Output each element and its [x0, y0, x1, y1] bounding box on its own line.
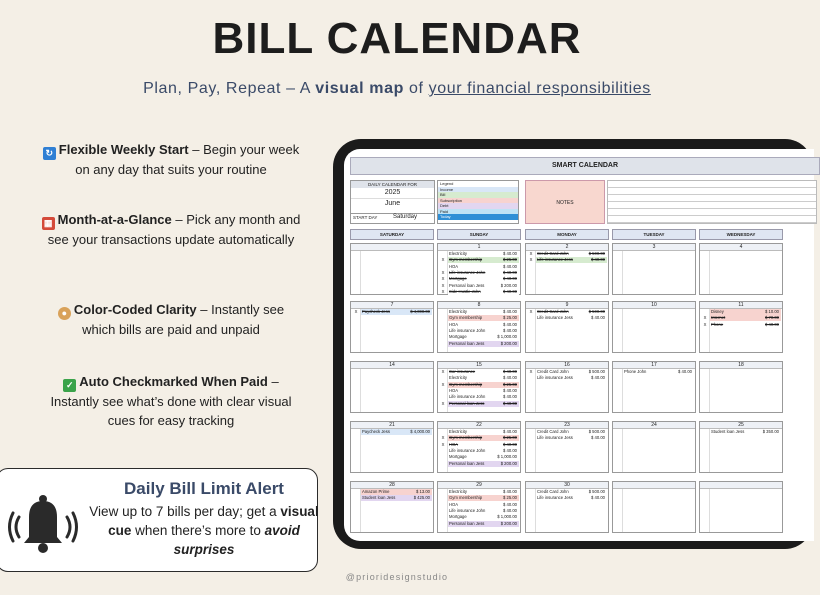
bill-name: Car insurance: [449, 369, 476, 374]
day-number: 3: [613, 244, 695, 251]
alert-text-middle: when there’s more to: [131, 523, 265, 538]
bill-name: Life insurance Jess: [537, 375, 573, 381]
bill-name: Gym membership: [449, 381, 483, 387]
feature-heading: Month-at-a-Glance: [57, 212, 172, 227]
paid-mark-column: [700, 369, 710, 412]
bill-amount: $ 40.00: [503, 375, 517, 381]
tablet-device: [333, 139, 813, 549]
alert-text-bold: visual cue: [108, 504, 319, 538]
paid-mark-column: [438, 309, 448, 352]
bill-name: Credit Card John: [537, 489, 569, 494]
bill-entry[interactable]: [448, 251, 519, 257]
bill-entry[interactable]: [536, 375, 607, 381]
bill-entry[interactable]: [448, 448, 519, 454]
bill-entry[interactable]: [623, 369, 694, 375]
paid-mark-column: [613, 369, 623, 412]
bill-amount: $ 40.00: [503, 321, 517, 327]
day-cell[interactable]: [612, 301, 696, 353]
bill-name: Gym membership: [449, 315, 483, 321]
legend-item: Debt: [438, 203, 518, 209]
bill-entry[interactable]: [536, 489, 607, 495]
bill-amount: $ 40.00: [591, 315, 605, 321]
bill-name: Credit Card John: [537, 251, 569, 256]
bill-entry[interactable]: [448, 388, 519, 394]
bill-amount: $ 40.00: [503, 369, 517, 374]
paid-mark[interactable]: X: [529, 251, 533, 256]
day-cell[interactable]: [525, 301, 609, 353]
bill-entry[interactable]: [536, 315, 607, 321]
bill-amount: $ 40.00: [503, 400, 517, 406]
bill-name: Electricity: [449, 309, 467, 314]
day-cell[interactable]: [350, 243, 434, 295]
feature-text: – Instantly see what’s done with clear visual cues for easy tracking: [50, 374, 292, 428]
bill-entry[interactable]: [441, 441, 519, 448]
bill-amount: $ 40.00: [503, 327, 517, 333]
bill-name: Gym membership: [449, 435, 483, 441]
page-title: BILL CALENDAR: [212, 14, 582, 63]
bill-name: Life insurance John: [449, 507, 486, 513]
bill-amount: $ 25.00: [503, 315, 517, 321]
subtitle-underlined: your financial responsibilities: [428, 80, 651, 97]
day-cell[interactable]: [525, 481, 609, 533]
bill-amount: $ 10.00: [765, 309, 779, 314]
bill-entry[interactable]: [448, 328, 519, 334]
bill-amount: $ 200.00: [500, 520, 517, 526]
bill-entry[interactable]: [448, 495, 519, 501]
bill-entry[interactable]: [448, 514, 519, 520]
bill-entry[interactable]: [448, 429, 519, 435]
alert-text-prefix: View up to 7 bills per day; get a: [89, 504, 281, 519]
bill-entry[interactable]: [441, 288, 519, 295]
bill-entry[interactable]: [529, 369, 607, 375]
bill-name: Gym membership: [449, 495, 483, 501]
bill-amount: $ 40.00: [503, 276, 517, 282]
bill-name: Paycheck Jess: [362, 309, 390, 314]
bill-entry[interactable]: [448, 315, 519, 321]
day-cell[interactable]: [699, 421, 783, 473]
bill-amount: $ 200.00: [500, 340, 517, 346]
bill-amount: $ 70.00: [765, 315, 779, 321]
controls-label: DAILY CALENDAR FOR: [351, 181, 434, 188]
bill-entry[interactable]: [448, 341, 519, 347]
paid-mark-column: [351, 489, 361, 532]
day-header-saturday: SATURDAY: [350, 229, 434, 240]
bill-entry[interactable]: [361, 429, 432, 435]
bill-amount: $ 4,000.00: [410, 429, 430, 434]
paid-mark-column: [351, 251, 361, 294]
month-select[interactable]: June: [351, 198, 434, 209]
paid-mark-column: [438, 489, 448, 532]
bill-name: Electricity: [449, 375, 467, 381]
paid-mark[interactable]: X: [354, 309, 358, 314]
paid-mark-column: [613, 309, 623, 352]
day-cell[interactable]: [612, 421, 696, 473]
bill-amount: $ 40.00: [591, 435, 605, 441]
bill-entry[interactable]: [448, 454, 519, 460]
bill-name: Mortgage: [449, 454, 467, 460]
bill-name: Electricity: [449, 251, 467, 256]
bill-name: Life insurance John: [449, 269, 486, 275]
subtitle-middle: of: [403, 80, 429, 97]
bill-name: Mortgage: [449, 334, 467, 340]
bill-entry[interactable]: [529, 251, 607, 257]
bill-name: Personal loan Jess: [449, 460, 485, 466]
day-number: 4: [700, 244, 782, 251]
day-cell[interactable]: [525, 361, 609, 413]
bill-amount: $ 40.00: [503, 269, 517, 275]
day-number: 29: [438, 482, 520, 489]
day-number: 24: [613, 422, 695, 429]
bill-entry[interactable]: [448, 334, 519, 340]
bill-name: Internet: [711, 315, 726, 321]
bill-entry[interactable]: [354, 309, 432, 315]
bill-name: Personal loan Jess: [449, 282, 485, 288]
bill-name: HOA: [449, 387, 459, 393]
bill-amount: $ 40.00: [503, 263, 517, 269]
bill-name: Life insurance Jess: [537, 315, 573, 321]
day-number: [700, 482, 782, 489]
bill-name: Student loan Jess: [711, 429, 745, 434]
alert-text: [89, 502, 319, 559]
bill-name: Life insurance Jess: [537, 495, 573, 501]
bill-limit-alert-card: [0, 468, 318, 572]
paid-mark[interactable]: X: [441, 288, 445, 294]
bill-entry[interactable]: [448, 309, 519, 315]
paid-mark-column: [351, 369, 361, 412]
bill-name: Life insurance Jess: [537, 435, 573, 441]
legend-item: Today: [438, 214, 518, 220]
bill-entry[interactable]: [703, 315, 781, 321]
bill-amount: $ 40.00: [503, 507, 517, 513]
bill-name: Gym membership: [449, 257, 483, 263]
day-number: 10: [613, 302, 695, 309]
day-number: 8: [438, 302, 520, 309]
palette-icon: ●: [58, 307, 71, 320]
bill-name: Amazon Prime: [362, 489, 390, 494]
day-number: 15: [438, 362, 520, 369]
bill-name: Mortgage: [449, 514, 467, 520]
day-cell[interactable]: [699, 361, 783, 413]
legend-item: Income: [438, 187, 518, 193]
day-cell[interactable]: [437, 421, 521, 473]
bill-name: HOA: [449, 441, 459, 447]
bill-name: Side Hustle John: [449, 288, 481, 294]
day-cell[interactable]: [612, 243, 696, 295]
paid-mark-column: [613, 489, 623, 532]
feature-heading: Auto Checkmarked When Paid: [79, 374, 268, 389]
start-day-row: [351, 213, 434, 223]
bill-name: Personal loan Jess: [449, 520, 485, 526]
bill-entry[interactable]: [441, 435, 519, 441]
paid-mark[interactable]: X: [441, 441, 445, 447]
alert-text-italic: avoid surprises: [173, 523, 300, 557]
paid-mark-column: [700, 251, 710, 294]
bill-amount: $ 25.00: [503, 381, 517, 387]
day-number: 18: [700, 362, 782, 369]
day-number: 14: [351, 362, 433, 369]
bill-entry[interactable]: [448, 521, 519, 527]
bill-entry[interactable]: [448, 375, 519, 381]
paid-mark[interactable]: X: [441, 400, 445, 406]
bill-entry[interactable]: [441, 381, 519, 388]
feature-month-glance: [40, 210, 302, 249]
paid-mark[interactable]: X: [441, 257, 445, 263]
paid-mark[interactable]: X: [529, 257, 533, 263]
refresh-icon: ↻: [43, 147, 56, 160]
day-cell[interactable]: [699, 481, 783, 533]
notes-box: NOTES: [525, 180, 605, 224]
paid-mark-column: [526, 429, 536, 472]
bill-entry[interactable]: [536, 435, 607, 441]
paid-mark[interactable]: X: [703, 321, 707, 327]
paid-mark-column: [700, 429, 710, 472]
day-number: 1: [438, 244, 520, 251]
bill-amount: $ 40.00: [591, 375, 605, 381]
bill-entry[interactable]: [441, 257, 519, 263]
feature-heading: Color-Coded Clarity: [73, 302, 197, 317]
subtitle-prefix: Plan, Pay, Repeat – A: [143, 80, 316, 97]
subtitle-bold: visual map: [315, 80, 404, 97]
bell-icon: [7, 487, 79, 559]
day-number: 21: [351, 422, 433, 429]
bill-amount: $ 40.00: [678, 369, 692, 374]
bill-name: Disney: [711, 309, 724, 314]
bill-amount: $ 40.00: [591, 257, 605, 263]
day-cell[interactable]: [350, 361, 434, 413]
bill-name: Personal loan Jess: [449, 340, 485, 346]
paid-mark-column: [613, 429, 623, 472]
bill-entry[interactable]: [448, 502, 519, 508]
check-icon: ✓: [63, 379, 76, 392]
bill-amount: $ 40.00: [503, 251, 517, 256]
day-number: 25: [700, 422, 782, 429]
year-select[interactable]: 2025: [384, 189, 401, 196]
paid-mark-column: [526, 369, 536, 412]
paid-mark[interactable]: X: [441, 435, 445, 441]
bill-amount: $ 40.00: [503, 447, 517, 453]
paid-mark[interactable]: X: [441, 369, 445, 374]
bill-amount: $ 500.00: [588, 251, 605, 256]
bill-name: Paycheck Jess: [362, 429, 390, 434]
start-day-label: START DAY: [353, 215, 378, 220]
day-number: 23: [526, 422, 608, 429]
notes-lines[interactable]: [607, 180, 817, 224]
day-cell[interactable]: [525, 421, 609, 473]
feature-heading: Flexible Weekly Start: [58, 142, 189, 157]
bill-name: Credit Card John: [537, 309, 569, 314]
credit-handle: @prioridesignstudio: [345, 572, 449, 582]
day-number: 7: [351, 302, 433, 309]
bill-entry[interactable]: [710, 429, 781, 435]
day-number: 9: [526, 302, 608, 309]
legend-item: Legend: [438, 181, 518, 187]
day-cell[interactable]: [350, 301, 434, 353]
bill-entry[interactable]: [536, 429, 607, 435]
day-number: 2: [526, 244, 608, 251]
bill-amount: $ 40.00: [503, 387, 517, 393]
day-cell[interactable]: [699, 301, 783, 353]
day-cell[interactable]: [350, 421, 434, 473]
bill-amount: $ 13.00: [416, 489, 430, 494]
feature-text: – Instantly see which bills are paid and unpaid: [82, 302, 285, 337]
paid-mark[interactable]: X: [529, 369, 533, 374]
bill-entry[interactable]: [710, 309, 781, 315]
bill-name: Life insurance Jess: [537, 257, 573, 263]
bill-name: Life insurance John: [449, 447, 486, 453]
bill-entry[interactable]: [441, 269, 519, 276]
bill-name: Mortgage: [449, 276, 467, 282]
day-number: 16: [526, 362, 608, 369]
smart-calendar-screen: [344, 149, 814, 541]
paid-mark[interactable]: X: [441, 282, 445, 288]
bill-amount: $ 40.00: [503, 288, 517, 294]
bill-entry[interactable]: [448, 508, 519, 514]
bill-name: Student loan Jess: [362, 495, 396, 501]
day-number: 11: [700, 302, 782, 309]
day-cell[interactable]: [437, 243, 521, 295]
bill-entry[interactable]: [529, 309, 607, 315]
bill-name: Life insurance John: [449, 394, 486, 400]
bill-amount: $ 1,000.00: [497, 454, 517, 460]
paid-mark[interactable]: X: [441, 269, 445, 275]
paid-mark-column: [526, 489, 536, 532]
feature-auto-check: [40, 372, 302, 430]
bill-entry[interactable]: [529, 257, 607, 263]
bill-name: Life insurance John: [449, 327, 486, 333]
paid-mark[interactable]: X: [529, 309, 533, 314]
bill-amount: $ 25.00: [503, 435, 517, 441]
bill-amount: $ 200.00: [500, 282, 517, 288]
bill-amount: $ 40.00: [503, 489, 517, 494]
bill-amount: $ 25.00: [503, 495, 517, 501]
paid-mark-column: [351, 429, 361, 472]
bill-amount: $ 500.00: [588, 489, 605, 494]
bill-amount: $ 40.00: [503, 441, 517, 447]
bill-entry[interactable]: [361, 489, 432, 495]
bill-amount: $ 1,000.00: [497, 514, 517, 520]
bill-amount: $ 40.00: [503, 429, 517, 434]
day-cell[interactable]: [525, 243, 609, 295]
bill-amount: $ 500.00: [588, 369, 605, 374]
paid-mark-column: [613, 251, 623, 294]
bill-amount: $ 40.00: [765, 321, 779, 327]
bill-entry[interactable]: [448, 394, 519, 400]
day-number: 17: [613, 362, 695, 369]
bill-name: Credit Card John: [537, 429, 569, 434]
paid-mark-column: [526, 309, 536, 352]
bill-name: HOA: [449, 263, 459, 269]
bill-amount: $ 500.00: [588, 429, 605, 434]
feature-color-coded: [40, 300, 302, 339]
bill-name: HOA: [449, 321, 459, 327]
paid-mark[interactable]: X: [703, 315, 707, 321]
bill-name: Credit Card John: [537, 369, 569, 374]
bill-entry[interactable]: [448, 322, 519, 328]
start-day-select[interactable]: Saturday: [393, 214, 418, 220]
bill-amount: $ 350.00: [762, 429, 779, 434]
bill-entry[interactable]: [448, 489, 519, 495]
feature-text: – Pick any month and see your transactions update automatically: [47, 212, 301, 247]
bill-amount: $ 425.00: [413, 495, 430, 501]
legend: [437, 180, 519, 224]
day-header-monday: MONDAY: [525, 229, 609, 240]
day-header-wednesday: WEDNESDAY: [699, 229, 783, 240]
day-number: [351, 244, 433, 251]
legend-item: Bill: [438, 192, 518, 198]
day-header-tuesday: TUESDAY: [612, 229, 696, 240]
bill-amount: $ 1,000.00: [497, 334, 517, 340]
day-header-sunday: SUNDAY: [437, 229, 521, 240]
bill-amount: $ 500.00: [588, 309, 605, 314]
calendar-icon: ▦: [42, 217, 55, 230]
bill-name: Electricity: [449, 489, 467, 494]
paid-mark-column: [351, 309, 361, 352]
bill-amount: $ 25.00: [503, 257, 517, 263]
calendar-controls: [350, 180, 435, 224]
feature-text: – Begin your week on any day that suits your routine: [75, 142, 300, 177]
bill-amount: $ 40.00: [503, 501, 517, 507]
bill-entry[interactable]: [441, 282, 519, 289]
day-cell[interactable]: [699, 243, 783, 295]
day-cell[interactable]: [612, 361, 696, 413]
day-number: 22: [438, 422, 520, 429]
bill-entry[interactable]: [448, 264, 519, 270]
legend-item: Paid: [438, 209, 518, 215]
page-subtitle: [0, 80, 794, 98]
bill-entry[interactable]: [441, 369, 519, 375]
bill-name: HOA: [449, 501, 459, 507]
bill-entry[interactable]: [448, 461, 519, 467]
bill-name: Phone: [711, 321, 724, 327]
bill-entry[interactable]: [536, 495, 607, 501]
paid-mark[interactable]: X: [441, 381, 445, 387]
day-number: 28: [351, 482, 433, 489]
day-cell[interactable]: [437, 361, 521, 413]
bill-name: Phone John: [624, 369, 647, 374]
day-cell[interactable]: [612, 481, 696, 533]
bill-entry[interactable]: [441, 276, 519, 282]
bill-entry[interactable]: [441, 400, 519, 407]
bill-amount: $ 40.00: [503, 394, 517, 400]
day-number: [613, 482, 695, 489]
paid-mark[interactable]: X: [441, 276, 445, 282]
bill-name: Personal loan Jess: [449, 400, 485, 406]
bill-amount: $ 200.00: [500, 460, 517, 466]
paid-mark-column: [700, 489, 710, 532]
day-cell[interactable]: [437, 481, 521, 533]
calendar-title: SMART CALENDAR: [350, 157, 820, 175]
bill-entry[interactable]: [703, 321, 781, 328]
day-cell[interactable]: [437, 301, 521, 353]
bill-name: Electricity: [449, 429, 467, 434]
bill-amount: $ 4,000.00: [410, 309, 430, 314]
feature-flexible-start: [40, 140, 302, 179]
bill-amount: $ 40.00: [503, 309, 517, 314]
alert-title: Daily Bill Limit Alert: [124, 479, 284, 498]
day-number: 30: [526, 482, 608, 489]
bill-entry[interactable]: [361, 495, 432, 501]
legend-item: Subscription: [438, 198, 518, 204]
day-cell[interactable]: [350, 481, 434, 533]
bill-amount: $ 40.00: [591, 495, 605, 501]
